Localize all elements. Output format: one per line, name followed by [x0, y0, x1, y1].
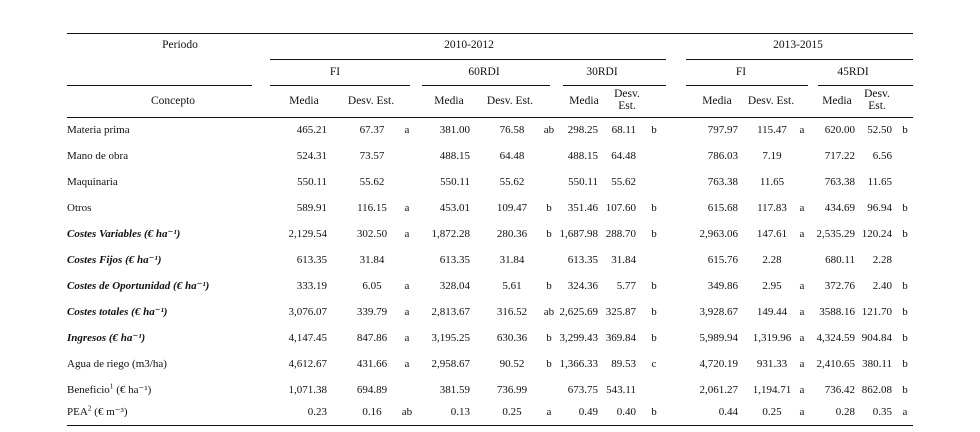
row-label [67, 332, 145, 345]
cell-30rdi-desv: 107.60 [605, 202, 636, 214]
cell-60rdi-desv: 630.36 [496, 332, 528, 344]
cell-30rdi-desv: 64.48 [611, 150, 636, 162]
cell-fi-sig: a [404, 124, 410, 136]
group-45rdi-header: 45RDI [837, 66, 869, 78]
row-label-unit: (€ ha⁻¹) [144, 228, 181, 240]
cell-30rdi-media: 1,366.33 [559, 358, 598, 370]
cell-30rdi-desv: 5.77 [616, 280, 636, 292]
cell-fi-desv: 31.84 [359, 254, 385, 266]
cell-60rdi-sig: b [546, 280, 552, 292]
cell-30rdi-desv: 55.62 [611, 176, 636, 188]
cell-45rdi-sig: b [902, 124, 908, 136]
cell-60rdi-sig: b [546, 202, 552, 214]
cell-30rdi-sig: c [651, 358, 657, 370]
fi-media-header: Media [289, 95, 319, 107]
row-label [67, 228, 180, 241]
concepto-header: Concepto [150, 95, 196, 107]
cell-60rdi-desv: 55.62 [499, 176, 525, 188]
cell-fi-media: 333.19 [296, 280, 327, 292]
cell-fi2-desv: 1,319.96 [752, 332, 792, 344]
cell-fi-sig: a [404, 202, 410, 214]
cell-30rdi-media: 3,299.43 [559, 332, 598, 344]
cell-60rdi-sig: b [546, 332, 552, 344]
cell-30rdi-media: 613.35 [567, 254, 598, 266]
row-label-text: Costes de Oportunidad [67, 280, 171, 292]
cell-45rdi-desv: 380.11 [862, 358, 892, 370]
cell-fi2-desv: 149.44 [756, 306, 788, 318]
cell-fi2-desv: 1,194.71 [752, 384, 792, 396]
cell-fi-desv: 55.62 [359, 176, 385, 188]
cell-45rdi-sig: b [902, 358, 908, 370]
cell-60rdi-media: 488.15 [439, 150, 470, 162]
bottom-rule [67, 425, 913, 426]
cell-60rdi-desv: 736.99 [496, 384, 528, 396]
cell-60rdi-media: 550.11 [440, 176, 470, 188]
group-60rdi-underline [422, 85, 550, 86]
cell-60rdi-media: 328.04 [439, 280, 470, 292]
cell-60rdi-media: 0.13 [450, 406, 470, 418]
group-30rdi-header: 30RDI [586, 66, 618, 78]
row-label [67, 280, 209, 293]
row-label [67, 358, 167, 371]
cell-45rdi-desv: 2.40 [872, 280, 892, 292]
period-2010-underline [270, 59, 666, 60]
cell-fi-desv: 431.66 [356, 358, 388, 370]
cell-45rdi-sig: b [902, 228, 908, 240]
row-label-text: Otros [67, 202, 92, 214]
row-label-text: Agua de riego (m3/ha) [67, 358, 167, 370]
cell-45rdi-media: 2,410.65 [816, 358, 855, 370]
cell-30rdi-sig: b [651, 306, 657, 318]
30rdi-media-header: Media [569, 95, 599, 107]
cell-30rdi-media: 351.46 [567, 202, 598, 214]
group-60rdi-header: 60RDI [468, 66, 500, 78]
cell-fi-media: 589.91 [296, 202, 327, 214]
cell-30rdi-media: 550.11 [568, 176, 598, 188]
30rdi-desv-header-l2: Est. [618, 100, 636, 112]
cell-45rdi-sig: b [902, 306, 908, 318]
period-2013-header: 2013-2015 [773, 39, 823, 51]
cell-45rdi-desv: 11.65 [867, 176, 892, 188]
cell-45rdi-desv: 52.50 [867, 124, 892, 136]
cell-45rdi-desv: 862.08 [861, 384, 892, 396]
cell-fi2-desv: 2.95 [762, 280, 782, 292]
cell-fi-media: 4,612.67 [288, 358, 327, 370]
cell-fi2-media: 2,963.06 [699, 228, 738, 240]
cell-fi-desv: 0.16 [362, 406, 382, 418]
cell-60rdi-media: 2,958.67 [431, 358, 470, 370]
cell-30rdi-media: 1,687.98 [559, 228, 598, 240]
cell-fi2-desv: 115.47 [757, 124, 787, 136]
cell-30rdi-desv: 89.53 [611, 358, 636, 370]
cell-45rdi-desv: 121.70 [861, 306, 892, 318]
cell-45rdi-media: 620.00 [824, 124, 855, 136]
cell-fi2-desv: 7.19 [762, 150, 782, 162]
cell-45rdi-desv: 2.28 [872, 254, 892, 266]
cell-45rdi-media: 717.22 [824, 150, 855, 162]
fi2-media-header: Media [702, 95, 732, 107]
cell-fi2-sig: a [799, 406, 805, 418]
cell-45rdi-sig: a [902, 406, 908, 418]
cell-30rdi-desv: 0.40 [616, 406, 636, 418]
cell-fi-sig: ab [401, 406, 413, 418]
cell-fi-desv: 847.86 [356, 332, 388, 344]
cell-fi2-media: 5,989.94 [699, 332, 738, 344]
cell-fi-media: 4,147.45 [288, 332, 327, 344]
cell-45rdi-desv: 6.56 [872, 150, 892, 162]
cell-fi2-media: 4,720.19 [699, 358, 738, 370]
cell-60rdi-sig: b [546, 358, 552, 370]
cell-30rdi-media: 298.25 [567, 124, 598, 136]
45rdi-desv-header-l2: Est. [868, 100, 886, 112]
row-label-text: Costes totales [67, 306, 129, 318]
cell-60rdi-sig: ab [543, 124, 555, 136]
cell-fi2-media: 786.03 [707, 150, 738, 162]
cell-30rdi-sig: b [651, 280, 657, 292]
cell-30rdi-desv: 31.84 [611, 254, 636, 266]
cell-60rdi-desv: 31.84 [499, 254, 525, 266]
cell-60rdi-sig: a [546, 406, 552, 418]
60rdi-desv-header: Desv. Est. [486, 95, 534, 107]
row-label-unit: (€ ha⁻¹) [116, 384, 152, 396]
cell-45rdi-media: 3588.16 [819, 306, 855, 318]
row-label-unit: (€ ha⁻¹) [125, 254, 162, 266]
cell-fi-desv: 73.57 [359, 150, 385, 162]
cell-60rdi-desv: 280.36 [496, 228, 528, 240]
cell-60rdi-media: 381.00 [439, 124, 470, 136]
cell-fi-desv: 6.05 [362, 280, 382, 292]
row-label-unit: (€ ha⁻¹) [108, 332, 146, 344]
group-fi2-underline [686, 85, 808, 86]
cell-30rdi-media: 488.15 [567, 150, 598, 162]
cell-fi-sig: a [404, 280, 410, 292]
cell-30rdi-desv: 288.70 [605, 228, 636, 240]
cell-45rdi-sig: b [902, 280, 908, 292]
cell-fi-desv: 694.89 [356, 384, 388, 396]
cell-30rdi-media: 2,625.69 [559, 306, 598, 318]
row-label [67, 176, 118, 189]
cell-fi2-media: 763.38 [707, 176, 738, 188]
cell-fi2-media: 797.97 [707, 124, 738, 136]
cell-fi-media: 550.11 [297, 176, 327, 188]
cell-45rdi-desv: 0.35 [872, 406, 892, 418]
cell-fi2-media: 2,061.27 [699, 384, 738, 396]
cell-60rdi-media: 381.59 [439, 384, 470, 396]
row-label-unit: (€ ha⁻¹) [173, 280, 210, 292]
cell-30rdi-sig: b [651, 332, 657, 344]
cell-fi2-desv: 0.25 [762, 406, 782, 418]
cell-45rdi-media: 4,324.59 [816, 332, 855, 344]
cell-45rdi-media: 2,535.29 [816, 228, 855, 240]
group-30rdi-underline [563, 85, 666, 86]
row-label-superscript: 2 [87, 403, 92, 413]
cell-60rdi-media: 3,195.25 [431, 332, 470, 344]
row-label-superscript: 1 [109, 381, 114, 391]
cell-60rdi-desv: 0.25 [502, 406, 522, 418]
cell-45rdi-media: 372.76 [824, 280, 855, 292]
cell-30rdi-sig: b [651, 124, 657, 136]
cell-fi2-sig: a [799, 384, 805, 396]
cell-fi-desv: 339.79 [356, 306, 388, 318]
cell-45rdi-desv: 904.84 [861, 332, 892, 344]
cell-fi2-sig: a [799, 280, 805, 292]
cell-60rdi-desv: 5.61 [502, 280, 522, 292]
row-label-text: PEA [67, 406, 88, 418]
row-label [67, 150, 128, 163]
row-label [67, 124, 130, 137]
period-2010-header: 2010-2012 [444, 39, 494, 51]
cell-60rdi-desv: 109.47 [496, 202, 528, 214]
group-fi2-header: FI [735, 66, 747, 78]
cell-fi-desv: 67.37 [359, 124, 385, 136]
cell-45rdi-sig: b [902, 332, 908, 344]
45rdi-media-header: Media [822, 95, 852, 107]
row-label [67, 306, 167, 319]
cell-fi2-sig: a [799, 202, 805, 214]
cell-45rdi-sig: b [902, 384, 908, 396]
cell-fi2-sig: a [799, 332, 805, 344]
cell-60rdi-media: 613.35 [439, 254, 470, 266]
group-45rdi-underline [818, 85, 913, 86]
row-label-text: Costes Variables [67, 228, 142, 240]
cell-fi2-sig: a [799, 124, 805, 136]
60rdi-media-header: Media [434, 95, 464, 107]
group-fi-header: FI [329, 66, 341, 78]
cell-60rdi-desv: 76.58 [499, 124, 525, 136]
row-label-unit: (€ ha⁻¹) [131, 306, 168, 318]
cell-fi-sig: a [404, 358, 410, 370]
cell-60rdi-media: 1,872.28 [431, 228, 470, 240]
cell-45rdi-media: 680.11 [825, 254, 855, 266]
cell-fi2-media: 349.86 [707, 280, 738, 292]
row-label-text: Costes Fijos [67, 254, 123, 266]
row-label [67, 381, 152, 397]
cell-30rdi-media: 673.75 [567, 384, 598, 396]
cell-fi2-media: 3,928.67 [699, 306, 738, 318]
cell-30rdi-media: 324.36 [567, 280, 598, 292]
cell-fi2-sig: a [799, 228, 805, 240]
row-label-text: Maquinaria [67, 176, 118, 188]
cell-fi-media: 613.35 [296, 254, 327, 266]
cell-45rdi-media: 763.38 [824, 176, 855, 188]
cell-45rdi-sig: b [902, 202, 908, 214]
cell-fi-sig: a [404, 332, 410, 344]
top-rule [67, 33, 913, 34]
30rdi-desv-header-l1: Desv. [614, 88, 640, 100]
row-label-unit: (€ m⁻³) [94, 406, 128, 418]
row-label-text: Ingresos [67, 332, 107, 344]
cell-fi2-desv: 931.33 [756, 358, 788, 370]
cell-60rdi-sig: b [546, 228, 552, 240]
cell-fi-media: 1,071.38 [288, 384, 327, 396]
cell-fi2-sig: a [799, 358, 805, 370]
cell-fi2-desv: 11.65 [759, 176, 785, 188]
cell-60rdi-sig: ab [543, 306, 555, 318]
row-label [67, 202, 91, 215]
cell-30rdi-desv: 325.87 [605, 306, 636, 318]
cell-fi-sig: a [404, 228, 410, 240]
period-2013-underline [686, 59, 913, 60]
cell-45rdi-media: 736.42 [824, 384, 855, 396]
cell-fi-media: 2,129.54 [288, 228, 327, 240]
row-label-text: Beneficio [67, 384, 110, 396]
row-label [67, 403, 128, 419]
cell-fi-desv: 116.15 [357, 202, 387, 214]
cell-45rdi-media: 0.28 [835, 406, 855, 418]
cell-fi-media: 524.31 [296, 150, 327, 162]
concepto-left-rule [67, 85, 252, 86]
cell-fi-desv: 302.50 [356, 228, 388, 240]
cell-fi2-media: 0.44 [718, 406, 738, 418]
cell-30rdi-sig: b [651, 228, 657, 240]
cell-60rdi-desv: 90.52 [499, 358, 525, 370]
row-label [67, 254, 161, 267]
cell-30rdi-desv: 369.84 [605, 332, 636, 344]
cell-30rdi-media: 0.49 [578, 406, 598, 418]
cell-30rdi-desv: 543.11 [606, 384, 636, 396]
fi-desv-header: Desv. Est. [347, 95, 395, 107]
periodo-header: Periodo [162, 39, 198, 51]
cell-fi2-media: 615.76 [707, 254, 738, 266]
cell-60rdi-media: 2,813.67 [431, 306, 470, 318]
cell-45rdi-media: 434.69 [824, 202, 855, 214]
group-fi-underline [270, 85, 410, 86]
row-label-text: Mano de obra [67, 150, 129, 162]
45rdi-desv-header-l1: Desv. [864, 88, 890, 100]
cell-60rdi-desv: 316.52 [496, 306, 528, 318]
cell-fi-media: 3,076.07 [288, 306, 327, 318]
fi2-desv-header: Desv. Est. [747, 95, 795, 107]
cell-fi2-desv: 117.83 [757, 202, 787, 214]
cell-45rdi-desv: 96.94 [867, 202, 892, 214]
cell-fi2-desv: 2.28 [762, 254, 782, 266]
cell-30rdi-sig: b [651, 406, 657, 418]
row-label-text: Materia prima [67, 124, 130, 136]
cell-30rdi-sig: b [651, 202, 657, 214]
cell-fi-media: 465.21 [296, 124, 327, 136]
cell-45rdi-desv: 120.24 [861, 228, 892, 240]
cell-60rdi-media: 453.01 [439, 202, 470, 214]
cell-fi2-desv: 147.61 [756, 228, 788, 240]
cell-fi2-media: 615.68 [707, 202, 738, 214]
header-bottom-rule [67, 117, 913, 118]
cell-fi2-sig: a [799, 306, 805, 318]
cell-30rdi-desv: 68.11 [611, 124, 636, 136]
cell-60rdi-desv: 64.48 [499, 150, 525, 162]
cell-fi-sig: a [404, 306, 410, 318]
cell-fi-media: 0.23 [307, 406, 327, 418]
